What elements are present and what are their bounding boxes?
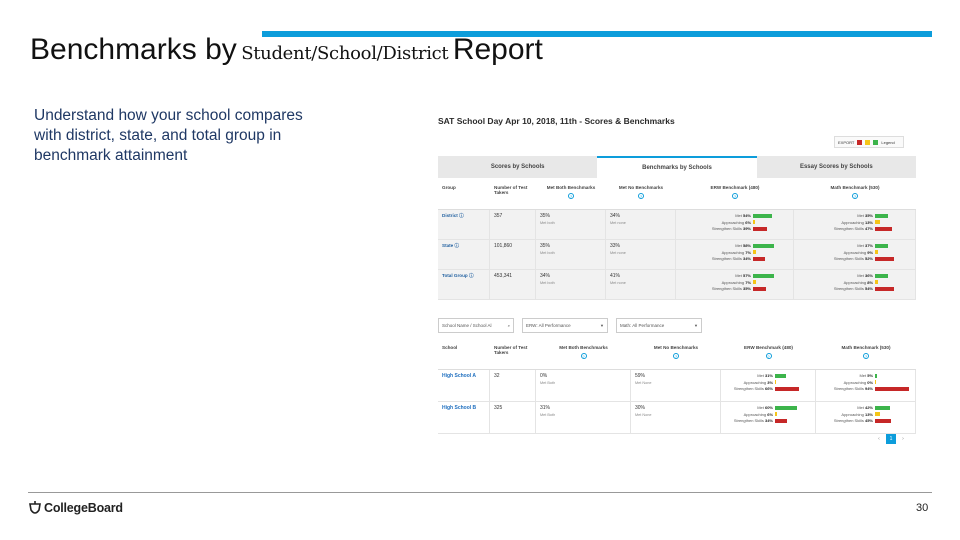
footer-divider: [28, 492, 932, 493]
strengthen-label: Strengthen Skills 34%: [711, 256, 751, 261]
approaching-bar: [875, 220, 880, 224]
title-part-2: Student/School/District: [241, 43, 449, 64]
col-met-both-label: Met Both Benchmarks: [546, 185, 596, 190]
col-math: [816, 342, 916, 369]
met-label: Met 60%: [757, 405, 773, 410]
met-none-value: 30%: [635, 405, 646, 411]
benchmark-bars: [680, 213, 789, 231]
test-takers-value: 101,860: [494, 243, 513, 249]
export-button[interactable]: EXPORT: [838, 139, 855, 145]
approaching-label: Approaching 8%: [843, 279, 873, 285]
strengthen-label: Strengthen Skills 45%: [833, 418, 873, 423]
info-icon[interactable]: ?: [569, 194, 573, 199]
strengthen-label: Strengthen Skills 39%: [711, 226, 751, 231]
approaching-bar: [875, 250, 878, 254]
met-none: [606, 210, 676, 239]
approaching-label: Approaching 3%: [743, 379, 773, 385]
group-name: [438, 240, 490, 269]
met-both: [536, 370, 631, 401]
benchmark-bars: [725, 405, 811, 423]
legend-label: Legend: [881, 139, 895, 145]
page-1-button[interactable]: 1: [886, 434, 896, 444]
approaching-label: Approaching 9%: [843, 249, 873, 255]
pagination: [874, 434, 908, 444]
group-name: [438, 210, 490, 239]
met-label: Met 35%: [857, 213, 873, 218]
group-table-header: [438, 182, 916, 210]
export-legend-box[interactable]: [834, 136, 904, 148]
col-school: School: [442, 345, 458, 350]
test-takers-value: 357: [494, 213, 503, 219]
strengthen-label: Strengthen Skills 54%: [833, 286, 873, 291]
benchmark-cell: [676, 240, 794, 269]
col-erw: [721, 342, 816, 369]
met-none-value: 41%: [610, 273, 621, 279]
chevron-down-icon: ▼: [600, 323, 604, 328]
filter-bar: [438, 318, 916, 334]
strengthen-bar: [875, 287, 894, 291]
prev-page-button[interactable]: ‹: [878, 436, 880, 442]
strengthen-label: Strengthen Skills 66%: [733, 386, 773, 391]
group-name-value: District ⓘ: [442, 213, 464, 218]
test-takers: [490, 210, 536, 239]
met-bar: [775, 374, 786, 378]
strengthen-label: Strengthen Skills 47%: [833, 226, 873, 231]
test-takers: [490, 240, 536, 269]
slide-title: [30, 33, 543, 67]
approaching-bar: [875, 380, 876, 384]
school-name-value[interactable]: High School A: [442, 373, 476, 379]
met-none: [631, 370, 721, 401]
col-erw-label: ERW Benchmark (480): [744, 345, 793, 350]
test-takers-value: 325: [494, 405, 503, 411]
met-label: Met 5%: [859, 373, 873, 378]
met-none-sublabel: Met None: [635, 381, 652, 385]
approaching-label: Approaching 13%: [841, 411, 873, 417]
met-both-sublabel: Met both: [540, 251, 555, 255]
slide-subtitle: Understand how your school compares with district, state, and total group in benchmark attainment: [34, 107, 303, 164]
benchmark-bars: [798, 243, 911, 261]
strengthen-bar: [875, 257, 894, 261]
strengthen-label: Strengthen Skills 34%: [733, 418, 773, 423]
tab-essay-scores-by-schools[interactable]: Essay Scores by Schools: [799, 164, 873, 170]
test-takers: [490, 370, 536, 401]
met-label: Met 37%: [857, 243, 873, 248]
met-both-sublabel: Met both: [540, 281, 555, 285]
benchmark-cell: [721, 402, 816, 433]
strengthen-label: Strengthen Skills 94%: [833, 386, 873, 391]
acorn-icon: [28, 500, 42, 516]
met-both-value: 34%: [540, 273, 551, 279]
approaching-label: Approaching 0%: [843, 379, 873, 385]
search-icon: ⌕: [507, 323, 510, 328]
approaching-label: Approaching 13%: [841, 219, 873, 225]
col-met-both: [536, 182, 606, 209]
math-select-value: Math: All Performance: [620, 323, 665, 328]
school-name-value[interactable]: High School B: [442, 405, 477, 411]
approaching-bar: [875, 280, 878, 284]
met-both-value: 35%: [540, 243, 551, 249]
report-title: SAT School Day Apr 10, 2018, 11th - Scores & Benchmarks: [438, 116, 675, 126]
group-name: [438, 270, 490, 299]
benchmark-bars: [798, 273, 911, 291]
met-bar: [775, 406, 797, 410]
info-icon[interactable]: ?: [582, 354, 585, 359]
report-tabs: [438, 156, 916, 178]
info-icon[interactable]: ?: [853, 194, 857, 199]
met-both-value: 35%: [540, 213, 551, 219]
test-takers: [490, 270, 536, 299]
met-none-sublabel: Met none: [610, 281, 626, 285]
tab-benchmarks-by-schools[interactable]: Benchmarks by Schools: [597, 156, 756, 178]
met-bar: [875, 374, 877, 378]
col-math: [794, 182, 916, 209]
benchmark-bars: [820, 405, 911, 423]
school-name: [438, 370, 490, 401]
strengthen-bar: [875, 227, 892, 231]
met-bar: [753, 244, 774, 248]
school-name: [438, 402, 490, 433]
met-none-sublabel: Met none: [610, 221, 626, 225]
met-none: [606, 240, 676, 269]
erw-select-value: ERW: All Performance: [526, 323, 571, 328]
approaching-bar: [753, 220, 755, 224]
col-test-takers: Number of Test Takers: [494, 185, 528, 195]
title-part-3: Report: [452, 33, 543, 66]
group-benchmark-table: [438, 182, 916, 300]
met-both-sublabel: Met both: [540, 221, 555, 225]
benchmark-cell: [676, 270, 794, 299]
approaching-label: Approaching 6%: [721, 219, 751, 225]
strengthen-bar: [753, 287, 766, 291]
strengthen-bar: [875, 419, 891, 423]
legend-yellow-swatch: [865, 140, 870, 145]
strengthen-bar: [753, 257, 765, 261]
approaching-bar: [753, 280, 756, 284]
met-label: Met 57%: [735, 273, 751, 278]
met-none: [606, 270, 676, 299]
col-met-none-label: Met No Benchmarks: [653, 345, 699, 350]
approaching-label: Approaching 6%: [743, 411, 773, 417]
met-none-value: 34%: [610, 213, 621, 219]
approaching-bar: [775, 380, 776, 384]
logo-text: CollegeBoard: [44, 501, 123, 515]
table-row: [438, 402, 916, 434]
benchmark-bars: [680, 243, 789, 261]
legend-green-swatch: [873, 140, 878, 145]
met-bar: [875, 406, 890, 410]
school-table-header: [438, 342, 916, 370]
met-label: Met 36%: [857, 273, 873, 278]
school-table-body: [438, 370, 916, 434]
approaching-bar: [753, 250, 756, 254]
erw-performance-select[interactable]: [522, 318, 608, 333]
met-label: Met 58%: [735, 243, 751, 248]
benchmark-cell: [794, 270, 916, 299]
approaching-bar: [875, 412, 880, 416]
strengthen-bar: [775, 419, 787, 423]
met-label: Met 54%: [735, 213, 751, 218]
table-row: [438, 370, 916, 402]
met-bar: [875, 274, 888, 278]
col-met-both-label: Met Both Benchmarks: [559, 345, 608, 350]
group-name-value: State ⓘ: [442, 243, 460, 248]
chevron-down-icon: ▼: [694, 323, 698, 328]
tab-scores-by-schools[interactable]: Scores by Schools: [490, 164, 545, 170]
met-none: [631, 402, 721, 433]
approaching-label: Approaching 7%: [721, 279, 751, 285]
met-label: Met 42%: [857, 405, 873, 410]
met-both-value: 0%: [540, 373, 548, 379]
table-row: [438, 240, 916, 270]
col-group: Group: [442, 185, 456, 190]
benchmark-cell: [794, 240, 916, 269]
benchmark-bars: [820, 373, 911, 391]
benchmark-cell: [676, 210, 794, 239]
met-both-value: 31%: [540, 405, 551, 411]
met-bar: [753, 214, 772, 218]
page-number: 30: [916, 502, 929, 514]
benchmark-bars: [725, 373, 811, 391]
benchmark-cell: [816, 370, 916, 401]
title-part-1: Benchmarks by: [30, 33, 237, 66]
report-screenshot: [438, 110, 916, 455]
test-takers: [490, 402, 536, 433]
met-none-value: 59%: [635, 373, 646, 379]
col-met-none-label: Met No Benchmarks: [618, 185, 664, 190]
test-takers-value: 32: [494, 373, 500, 379]
met-none-value: 33%: [610, 243, 621, 249]
test-takers-value: 453,341: [494, 273, 513, 279]
met-none-sublabel: Met none: [610, 251, 626, 255]
math-performance-select[interactable]: [616, 318, 702, 333]
met-bar: [875, 214, 888, 218]
college-board-logo: [28, 500, 123, 516]
col-erw: [676, 182, 794, 209]
col-met-none: [606, 182, 676, 209]
met-bar: [753, 274, 774, 278]
benchmark-bars: [798, 213, 911, 231]
met-both-sublabel: Met Both: [540, 381, 556, 385]
col-met-both: [536, 342, 631, 369]
info-icon[interactable]: ?: [639, 194, 643, 199]
info-icon[interactable]: ?: [674, 354, 678, 359]
benchmark-cell: [794, 210, 916, 239]
table-row: [438, 270, 916, 300]
strengthen-label: Strengthen Skills 52%: [833, 256, 873, 261]
col-erw-label: ERW Benchmark (480): [710, 185, 760, 190]
benchmark-cell: [816, 402, 916, 433]
strengthen-bar: [875, 387, 909, 391]
table-row: [438, 210, 916, 240]
group-table-body: [438, 210, 916, 300]
legend-red-swatch: [857, 140, 862, 145]
met-both: [536, 240, 606, 269]
group-name-value: Total Group ⓘ: [442, 273, 474, 278]
info-icon[interactable]: ?: [864, 354, 868, 359]
col-met-none: [631, 342, 721, 369]
col-math-label: Math Benchmark (530): [830, 185, 880, 190]
col-test-takers: Number of Test Takers: [494, 345, 528, 355]
met-both: [536, 402, 631, 433]
met-both: [536, 270, 606, 299]
strengthen-bar: [753, 227, 767, 231]
strengthen-bar: [775, 387, 799, 391]
strengthen-label: Strengthen Skills 35%: [711, 286, 751, 291]
approaching-bar: [775, 412, 777, 416]
met-both: [536, 210, 606, 239]
info-icon[interactable]: ?: [733, 194, 737, 199]
school-search-placeholder: School Name / School Al: [442, 323, 492, 328]
met-none-sublabel: Met None: [635, 413, 652, 417]
school-benchmark-table: [438, 342, 916, 434]
approaching-label: Approaching 7%: [721, 249, 751, 255]
benchmark-cell: [721, 370, 816, 401]
next-page-button[interactable]: ›: [902, 436, 904, 442]
met-label: Met 31%: [757, 373, 773, 378]
met-both-sublabel: Met Both: [540, 413, 556, 417]
met-bar: [875, 244, 888, 248]
info-icon[interactable]: ?: [767, 354, 770, 359]
school-search-input[interactable]: [438, 318, 514, 333]
col-math-label: Math Benchmark (530): [841, 345, 891, 350]
benchmark-bars: [680, 273, 789, 291]
